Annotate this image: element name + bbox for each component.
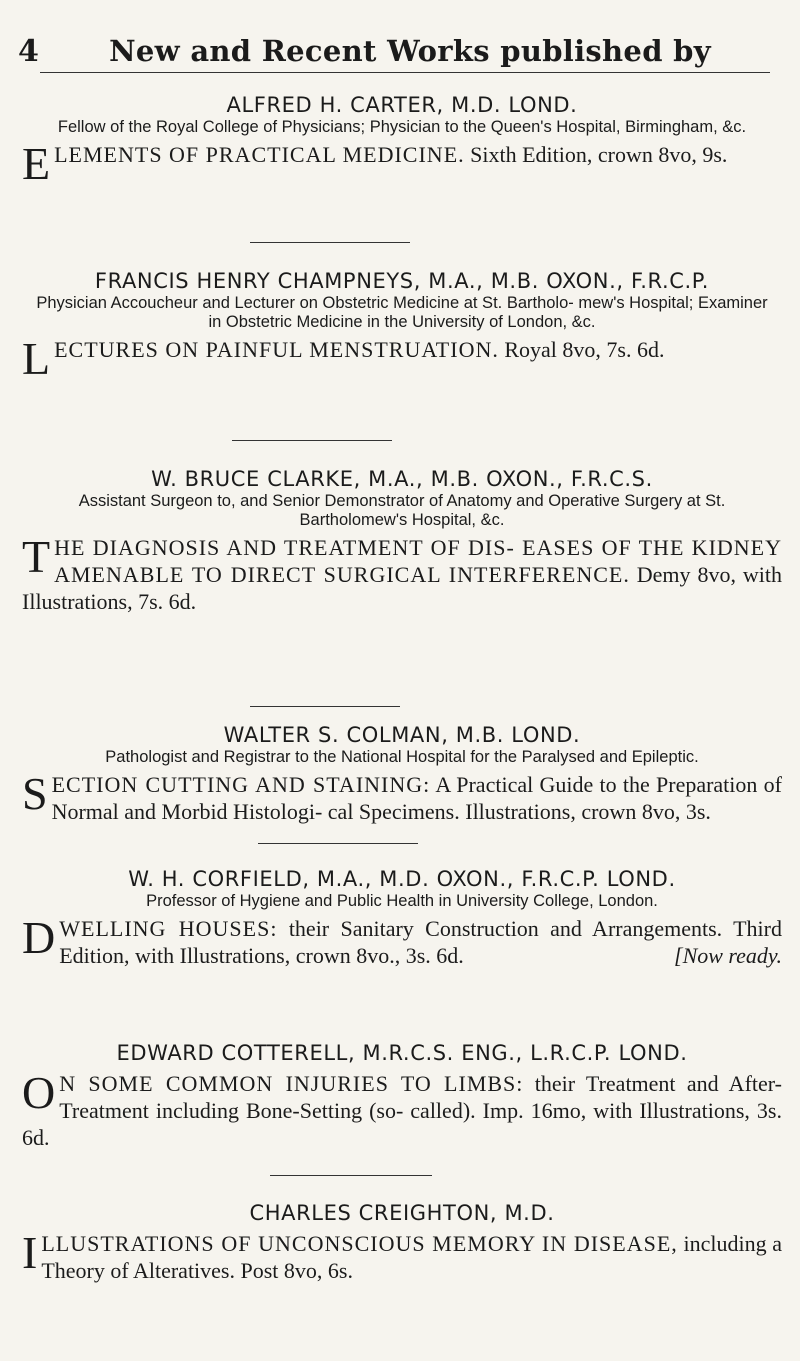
author-name: CHARLES CREIGHTON, M.D. <box>249 1201 555 1225</box>
section-divider <box>250 706 400 707</box>
catalog-entry-champneys <box>22 268 782 384</box>
book-title: ECTURES ON PAINFUL MENSTRUATION. <box>54 337 499 362</box>
book-title: WELLING HOUSES: <box>59 916 278 941</box>
header-rule <box>40 72 770 73</box>
book-listing <box>22 531 783 615</box>
book-details: including a Theory of Alteratives. Post 8vo, 6s. <box>41 1231 783 1283</box>
book-details: their Treatment and After-Treatment including Bone-Setting (so- called). Imp. 16mo, with Illustrations, 3s. 6d. <box>22 1071 782 1150</box>
author-name: WALTER S. COLMAN, M.B. LOND. <box>223 723 581 747</box>
book-listing <box>22 1227 783 1284</box>
book-details: their Sanitary Construction and Arrangements. Third Edition, with Illustrations, crown 8vo., 3s. 6d. <box>59 916 782 968</box>
drop-cap: I <box>22 1227 38 1278</box>
author-name: ALFRED H. CARTER, M.D. LOND. <box>226 93 578 117</box>
author-name: EDWARD COTTERELL, M.R.C.S. ENG., L.R.C.P. LOND. <box>116 1041 688 1065</box>
book-title: LLUSTRATIONS OF UNCONSCIOUS MEMORY IN DISEASE, <box>41 1231 678 1256</box>
author-name: W. BRUCE CLARKE, M.A., M.B. OXON., F.R.C.S. <box>151 467 653 491</box>
author-description: Fellow of the Royal College of Physicians; Physician to the Queen's Hospital, Birmingham, &c. <box>57 118 747 136</box>
author-name: FRANCIS HENRY CHAMPNEYS, M.A., M.B. OXON., F.R.C.P. <box>94 269 710 293</box>
book-listing <box>22 333 782 384</box>
section-divider <box>232 440 392 441</box>
catalog-entry-creighton <box>22 1200 782 1284</box>
section-divider <box>258 843 418 844</box>
book-listing <box>22 912 782 969</box>
author-description: Assistant Surgeon to, and Senior Demonstrator of Anatomy and Operative Surgery at St. Bartholomew's Hospital, &c. <box>78 492 726 529</box>
book-details: A Practical Guide to the Preparation of Normal and Morbid Histologi- cal Specimens. Illustrations, crown 8vo, 3s. <box>51 772 782 824</box>
drop-cap: E <box>22 138 51 189</box>
page-number: 4 <box>18 34 39 69</box>
book-title: ECTION CUTTING AND STAINING: <box>51 772 431 797</box>
drop-cap: L <box>22 333 51 384</box>
catalog-entry-carter <box>22 92 782 189</box>
drop-cap: O <box>22 1067 56 1118</box>
author-name: W. H. CORFIELD, M.A., M.D. OXON., F.R.C.P. LOND. <box>128 867 676 891</box>
section-divider <box>250 242 410 243</box>
catalog-entry-corfield <box>22 866 782 969</box>
drop-cap: D <box>22 912 56 963</box>
drop-cap: T <box>22 531 51 582</box>
book-title: HE DIAGNOSIS AND TREATMENT OF DIS- EASES OF THE KIDNEY AMENABLE TO DIRECT SURGICAL INTERFERENCE. <box>54 535 782 587</box>
drop-cap: S <box>22 768 48 819</box>
book-listing <box>22 138 782 189</box>
book-title: N SOME COMMON INJURIES TO LIMBS: <box>59 1071 524 1096</box>
catalog-entry-cotterell <box>22 1040 782 1151</box>
book-details: Sixth Edition, crown 8vo, 9s. <box>470 142 728 167</box>
section-divider <box>270 1175 432 1176</box>
running-title: New and Recent Works published by <box>109 34 711 68</box>
author-description: Physician Accoucheur and Lecturer on Obstetric Medicine at St. Bartholo- mew's Hospital; Examiner in Obstetric Medicine in the University of London, &c. <box>36 294 768 331</box>
book-details: Royal 8vo, 7s. 6d. <box>504 337 665 362</box>
author-description: Professor of Hygiene and Public Health in University College, London. <box>146 892 658 910</box>
author-description: Pathologist and Registrar to the National Hospital for the Paralysed and Epileptic. <box>105 748 699 766</box>
page-header <box>0 34 800 74</box>
availability-note: [Now ready. <box>674 943 782 968</box>
catalog-entry-colman <box>22 722 782 825</box>
book-listing <box>22 1067 782 1151</box>
book-title: LEMENTS OF PRACTICAL MEDICINE. <box>54 142 465 167</box>
catalog-entry-clarke <box>22 466 782 615</box>
book-details: Demy 8vo, with Illustrations, 7s. 6d. <box>22 562 783 614</box>
book-listing <box>22 768 782 825</box>
